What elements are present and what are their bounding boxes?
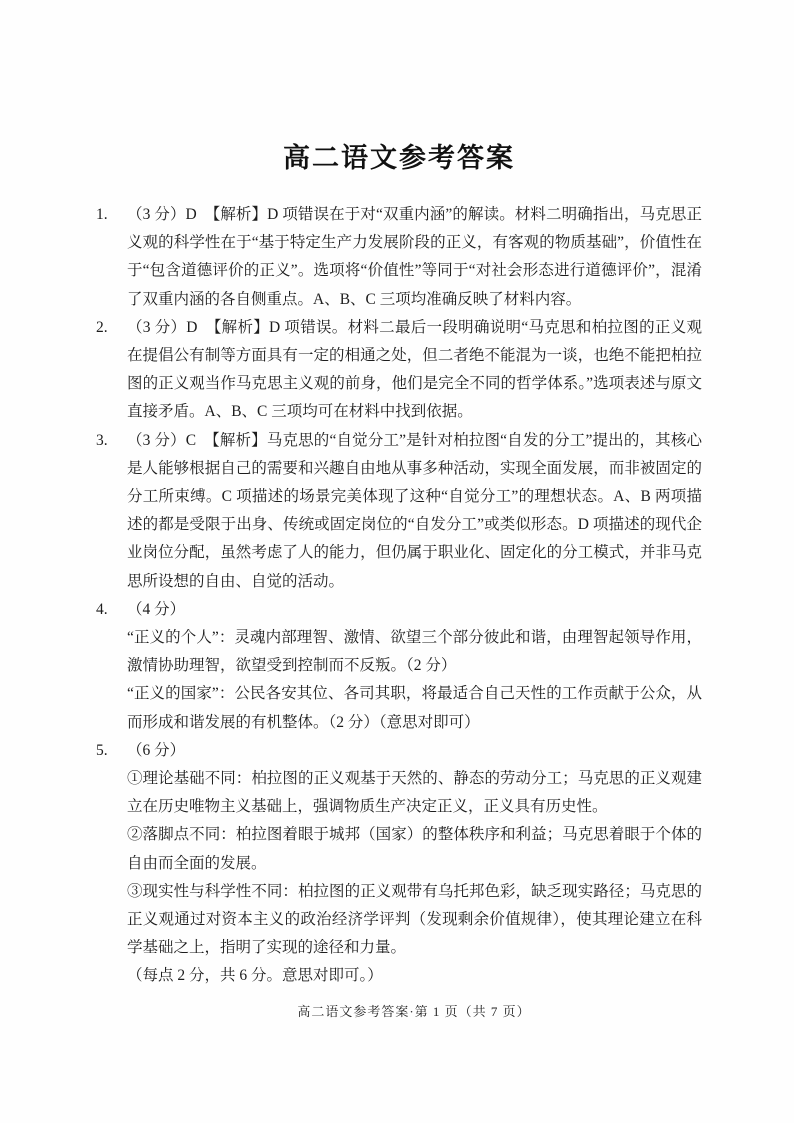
answer-paragraph: （3 分）D 【解析】D 项错误。材料二最后一段明确说明“马克思和柏拉图的正义观在提倡公有制等方面具有一定的相通之处，但二者绝不能混为一谈，也绝不能把柏拉图的正义观当作马克思主义观的前身，他们是完全不同的哲学体系。”选项表述与原文直接矛盾。A、B、C 三项均可在材料中找到依据。 xyxy=(127,318,702,421)
answer-item xyxy=(96,596,702,737)
answer-paragraph: （3 分）C 【解析】马克思的“自觉分工”是针对柏拉图“自发的分工”提出的，其核心是人能够根据自己的需要和兴趣自由地从事多种活动，实现全面发展，而非被固定的分工所束缚。C 项描述的场景完美体现了这种“自觉分工”的理想状态。A、B 两项描述的都是受限于出身、传统或固定岗位的“自发分工”或类似形态。D 项描述的现代企业岗位分配，虽然考虑了人的能力，但仍属于职业化、固定化的分工模式，并非马克思所设想的自由、自觉的活动。 xyxy=(127,431,702,590)
answer-paragraph: （6 分） xyxy=(127,741,186,759)
answer-body xyxy=(127,314,702,427)
answer-paragraph: ③现实性与科学性不同：柏拉图的正义观带有乌托邦色彩，缺乏现实路径；马克思的正义观通过对资本主义的政治经济学评判（发现剩余价值规律），使其理论建立在科学基础之上，指明了实现的途径和力量。 xyxy=(127,882,702,957)
footer-text: 高二语文参考答案·第 1 页（共 7 页） xyxy=(297,1004,531,1019)
answer-number: 4. xyxy=(96,600,108,618)
answer-paragraph: “正义的个人”：灵魂内部理智、激情、欲望三个部分彼此和谐，由理智起领导作用，激情协助理智，欲望受到控制而不反叛。（2 分） xyxy=(127,629,702,675)
answer-body xyxy=(127,737,702,991)
answer-paragraph: ②落脚点不同：柏拉图着眼于城邦（国家）的整体秩序和利益；马克思着眼于个体的自由而全面的发展。 xyxy=(127,826,702,872)
answer-item xyxy=(96,314,702,427)
page-title: 高二语文参考答案 xyxy=(283,143,515,173)
answer-body xyxy=(127,596,702,737)
answer-paragraph: （4 分） xyxy=(127,600,186,618)
answer-number: 1. xyxy=(96,206,108,223)
answer-number: 3. xyxy=(96,431,108,449)
answer-paragraph: “正义的国家”：公民各安其位、各司其职，将最适合自己天性的工作贡献于公众，从而形成和谐发展的有机整体。（2 分）（意思对即可） xyxy=(127,685,702,731)
answer-paragraph: （每点 2 分，共 6 分。意思对即可。） xyxy=(127,967,383,985)
answer-body xyxy=(127,201,702,314)
answer-paragraph: （3 分）D 【解析】D 项错误在于对“双重内涵”的解读。材料二明确指出，马克思正义观的科学性在于“基于特定生产力发展阶段的正义，有客观的物质基础”，价值性在于“包含道德评价的正义”。选项将“价值性”等同于“对社会形态进行道德评价”，混淆了双重内涵的各自侧重点。A、B、C 三项均准确反映了材料内容。 xyxy=(127,206,702,308)
page-footer xyxy=(0,1001,794,1020)
page-content xyxy=(96,136,702,991)
answer-number: 5. xyxy=(96,741,108,759)
answers-list xyxy=(96,201,702,991)
answer-paragraph: ①理论基础不同：柏拉图的正义观基于天然的、静态的劳动分工；马克思的正义观建立在历史唯物主义基础上，强调物质生产决定正义，正义具有历史性。 xyxy=(127,770,702,816)
answer-item xyxy=(96,737,702,991)
answer-number: 2. xyxy=(96,318,108,336)
answer-item xyxy=(96,201,702,314)
answer-item xyxy=(96,427,702,596)
answer-body xyxy=(127,427,702,596)
